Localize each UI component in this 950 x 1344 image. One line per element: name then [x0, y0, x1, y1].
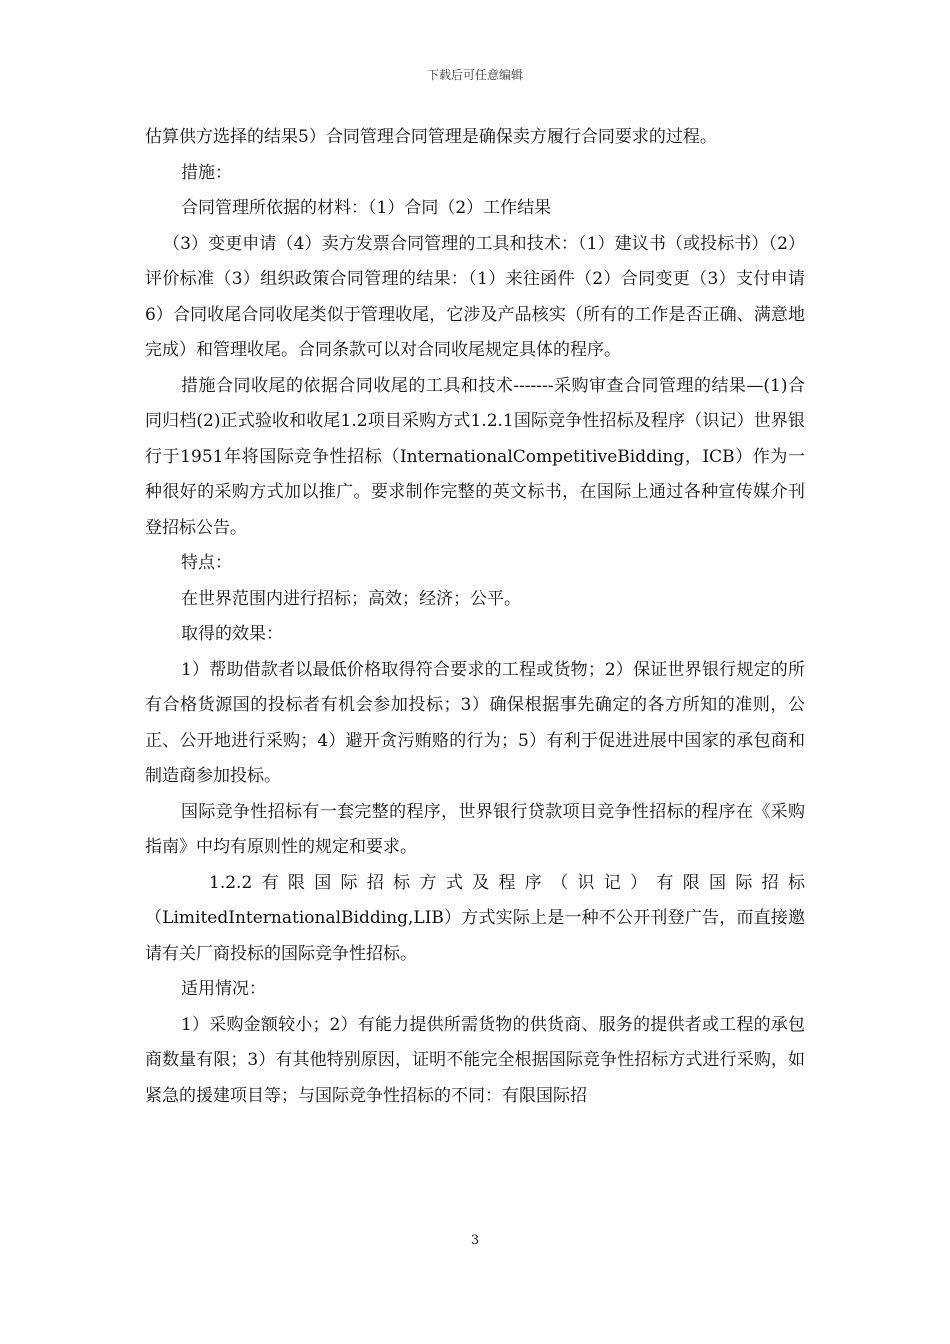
paragraph-6: 特点： — [181, 553, 232, 573]
paragraph-9: 1）帮助借款者以最低价格取得符合要求的工程或货物；2）保证世界银行规定的所有合格货源国的投标者有机会参加投标；3）确保根据事先确定的各方所知的准则，公正、公开地进行采购；4）避开贪污贿赂的行为；5）有利于促进进展中国家的承包商和制造商参加投标。 — [145, 659, 805, 786]
paragraph-3: 合同管理所依据的材料：（1）合同（2）工作结果 — [181, 198, 552, 218]
paragraph-7: 在世界范围内进行招标；高效；经济；公平。 — [181, 588, 521, 609]
page-number: 3 — [470, 1233, 480, 1248]
paragraph-4: （3）变更申请（4）卖方发票合同管理的工具和技术：（1）建议书（或投标书）（2）评价标准（3）组织政策合同管理的结果：（1）来往函件（2）合同变更（3）支付申请6）合同收尾合同收尾类似于管理收尾，它涉及产品核实（所有的工作是否正确、满意地完成）和管理收尾。合同条款可以对合同收尾规定具体的程序。 — [145, 233, 805, 360]
document-body — [145, 120, 805, 1114]
paragraph-12: 适用情况： — [181, 979, 266, 999]
paragraph-2: 措施： — [181, 162, 232, 183]
paragraph-10: 国际竞争性招标有一套完整的程序，世界银行贷款项目竞争性招标的程序在《采购指南》中均有原则性的规定和要求。 — [145, 801, 805, 857]
paragraph-1: 估算供方选择的结果5）合同管理合同管理是确保卖方履行合同要求的过程。 — [145, 127, 717, 147]
paragraph-11: 1.2.2有限国际招标方式及程序（识记）有限国际招标（LimitedInternationalBidding,LIB）方式实际上是一种不公开刊登广告，而直接邀请有关厂商投标的国际竞争性招标。 — [145, 872, 805, 964]
paragraph-5: 措施合同收尾的依据合同收尾的工具和技术-------采购审查合同管理的结果—(1)合同归档(2)正式验收和收尾1.2项目采购方式1.2.1国际竞争性招标及程序（识记）世界银行于1951年将国际竞争性招标（InternationalCompetitiveBidding，ICB）作为一种很好的采购方式加以推广。要求制作完整的英文标书，在国际上通过各种宣传媒介刊登招标公告。 — [145, 375, 805, 538]
paragraph-13: 1）采购金额较小；2）有能力提供所需货物的供货商、服务的提供者或工程的承包商数量有限；3）有其他特别原因，证明不能完全根据国际竞争性招标方式进行采购，如紧急的援建项目等；与国际竞争性招标的不同：有限国际招 — [145, 1014, 805, 1106]
page-header: 下载后可任意编辑 — [426, 68, 523, 82]
paragraph-8: 取得的效果： — [181, 624, 283, 644]
